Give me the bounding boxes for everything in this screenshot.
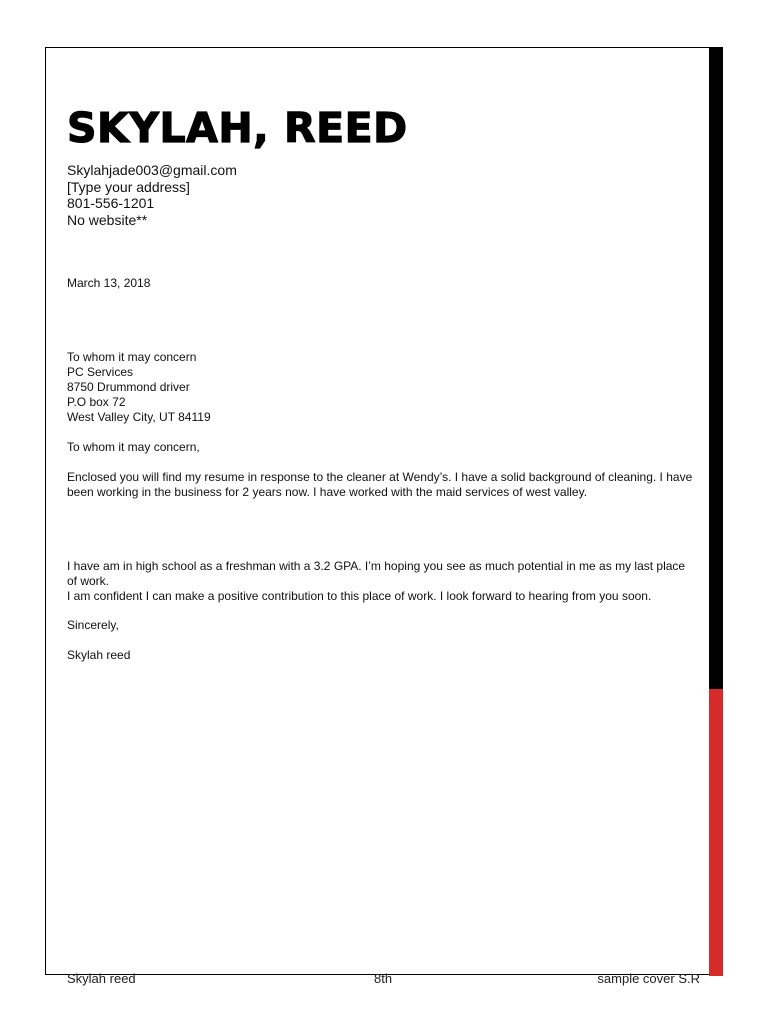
accent-bar-red	[709, 689, 723, 976]
contact-address: [Type your address]	[67, 178, 190, 195]
paragraph-2-line-1: I have am in high school as a freshman with a 3.2 GPA. I’m hoping you see as much potential in me as my last place of work.	[67, 559, 686, 588]
recipient-line: 8750 Drummond driver	[67, 380, 190, 394]
recipient-line: P.O box 72	[67, 395, 126, 409]
contact-website: No website**	[67, 211, 148, 228]
letter-date: March 13, 2018	[67, 276, 151, 290]
applicant-name: SKYLAH, REED	[67, 104, 408, 152]
letter-signature: Skylah reed	[67, 648, 131, 662]
recipient-line: To whom it may concern	[67, 350, 197, 364]
accent-bar-black	[709, 47, 723, 689]
footer-left: Skylah reed	[67, 971, 136, 986]
contact-email: Skylahjade003@gmail.com	[67, 162, 237, 178]
footer-center: 8th	[374, 971, 393, 986]
recipient-line: West Valley City, UT 84119	[67, 410, 211, 424]
recipient-address-block	[67, 350, 211, 425]
letter-paragraph-1: Enclosed you will find my resume in response to the cleaner at Wendy’s. I have a solid background of cleaning. I have been working in the business for 2 years now. I have worked with the maid services of west valley.	[67, 470, 693, 499]
letter-paragraph-2	[67, 559, 697, 604]
contact-block	[67, 162, 237, 228]
letter-greeting: To whom it may concern,	[67, 440, 200, 454]
contact-phone: 801-556-1201	[67, 195, 155, 211]
letter-closing: Sincerely,	[67, 618, 119, 632]
footer-right: sample cover S.R	[597, 971, 700, 986]
recipient-line: PC Services	[67, 365, 134, 379]
page-footer	[67, 970, 700, 988]
paragraph-2-line-2: I am confident I can make a positive contribution to this place of work. I look forward to hearing from you soon.	[67, 589, 652, 603]
